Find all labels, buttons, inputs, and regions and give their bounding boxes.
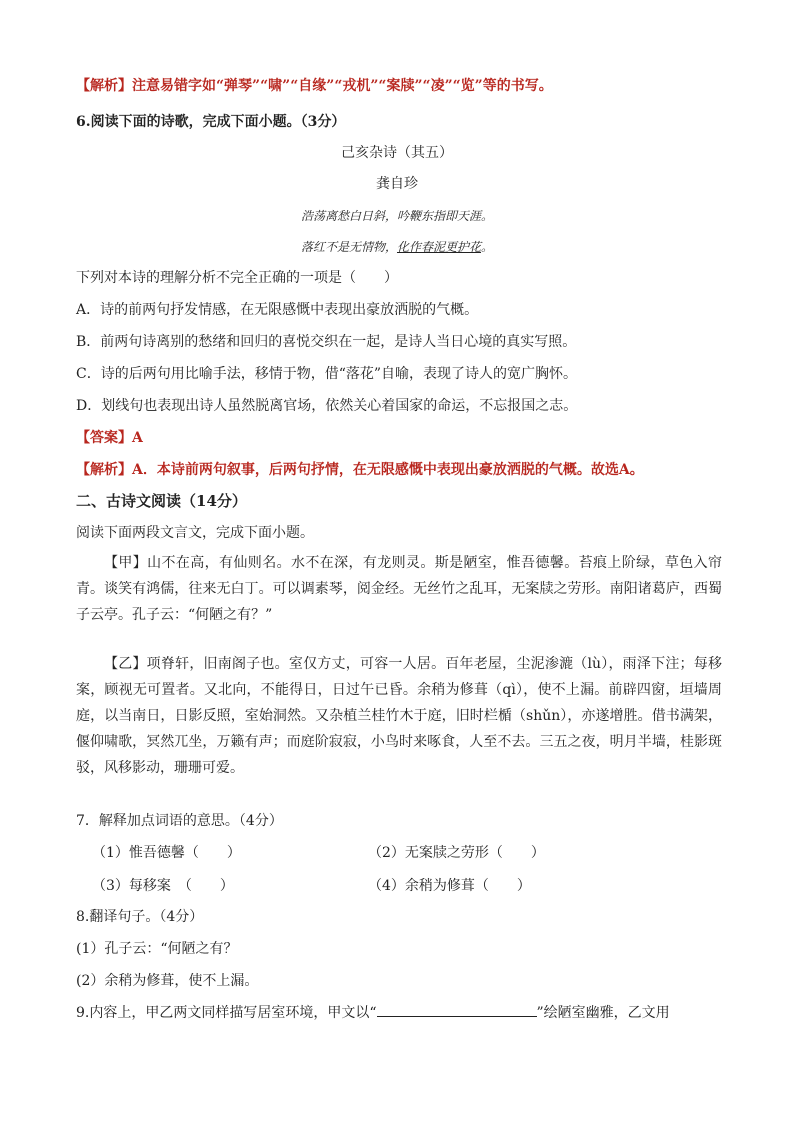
section-2-heading: 二、古诗文阅读（14分） <box>76 492 247 510</box>
underlined-poem-line: 化作春泥更护花 <box>396 240 481 254</box>
q9-text-start: 9.内容上，甲乙两文同样描写居室环境，甲文以“ <box>76 1005 377 1021</box>
analysis-tag: 【解析】 <box>76 78 132 94</box>
q5-analysis <box>76 76 553 96</box>
poem-line-2-first: 落红不是无情物， <box>300 240 397 254</box>
q6-analysis <box>76 460 644 480</box>
q9-answer-blank[interactable] <box>377 1002 537 1017</box>
option-d: D．划线句也表现出诗人虽然脱离官场，依然关心着国家的命运，不忘报国之志。 <box>76 398 578 414</box>
option-c: C．诗的后两句用比喻手法，移情于物，借“落花”自喻，表现了诗人的宽广胸怀。 <box>76 366 578 382</box>
q7-item-2: （2）无案牍之劳形（ ） <box>368 845 545 861</box>
q8-item-2: (2）余稍为修葺，使不上漏。 <box>76 973 259 989</box>
question-9 <box>76 1002 670 1023</box>
analysis-tag: 【解析】 <box>76 462 132 478</box>
poem-line-1: 浩荡离愁白日斜，吟鞭东指即天涯。 <box>300 209 493 223</box>
poem-title: 己亥杂诗（其五） <box>341 145 453 161</box>
analysis-text: A．本诗前两句叙事，后两句抒情，在无限感慨中表现出豪放洒脱的气概。故选A。 <box>132 462 644 478</box>
q9-text-end: ”绘陋室幽雅，乙文用 <box>536 1005 670 1021</box>
option-a: A．诗的前两句抒发情感，在无限感慨中表现出豪放洒脱的气概。 <box>76 302 479 318</box>
passage-yi: 【乙】项脊轩，旧南阁子也。室仅方丈，可容一人居。百年老屋，尘泥渗漉（lù），雨泽下注；每移案，顾视无可置者。又北向，不能得日，日过午已昏。余稍为修葺（qì），使不上漏。前辟四窗，垣墙周庭，以当南日，日影反照，室始洞然。又杂植兰桂竹木于庭，旧时栏楯（shǔn），亦遂增胜。借书满架，偃仰啸歌，冥然兀坐，万籁有声；而庭阶寂寂，小鸟时来啄食，人至不去。三五之夜，明月半墙，桂影斑驳，风移影动，珊珊可爱。 <box>76 656 722 776</box>
q8-item-1: (1）孔子云：“何陋之有？ <box>76 941 238 957</box>
poem-line-2-end: 。 <box>481 240 494 254</box>
passage-jia: 【甲】山不在高，有仙则名。水不在深，有龙则灵。斯是陋室，惟吾德馨。苔痕上阶绿，草色入帘青。谈笑有鸿儒，往来无白丁。可以调素琴，阅金经。无丝竹之乱耳，无案牍之劳形。南阳诸葛庐，西蜀子云亭。孔子云：“何陋之有？” <box>76 555 722 623</box>
q7-item-3: （3）每移案 （ ） <box>92 878 234 894</box>
question-7-header: 7．解释加点词语的意思。（4分） <box>76 813 283 829</box>
question-6-header: 6.阅读下面的诗歌，完成下面小题。（3分） <box>76 114 346 130</box>
q7-item-1: （1）惟吾德馨（ ） <box>92 845 241 861</box>
answer-line <box>76 428 143 448</box>
poem-author: 龚自珍 <box>376 176 418 192</box>
answer-value: A <box>132 430 143 446</box>
option-b: B．前两句诗离别的愁绪和回归的喜悦交织在一起，是诗人当日心境的真实写照。 <box>76 334 577 350</box>
question-6-stem: 下列对本诗的理解分析不完全正确的一项是（ ） <box>76 270 398 286</box>
section-2-intro: 阅读下面两段文言文，完成下面小题。 <box>76 525 314 541</box>
q7-item-4: （4）余稍为修葺（ ） <box>368 878 531 894</box>
poem-line-2 <box>0 237 794 257</box>
analysis-text: 注意易错字如“弹琴”“啸”“自缘”“戎机”“案牍”“凌”“览”等的书写。 <box>132 78 553 94</box>
question-8-header: 8.翻译句子。（4分） <box>76 909 204 925</box>
answer-tag: 【答案】 <box>76 430 132 446</box>
